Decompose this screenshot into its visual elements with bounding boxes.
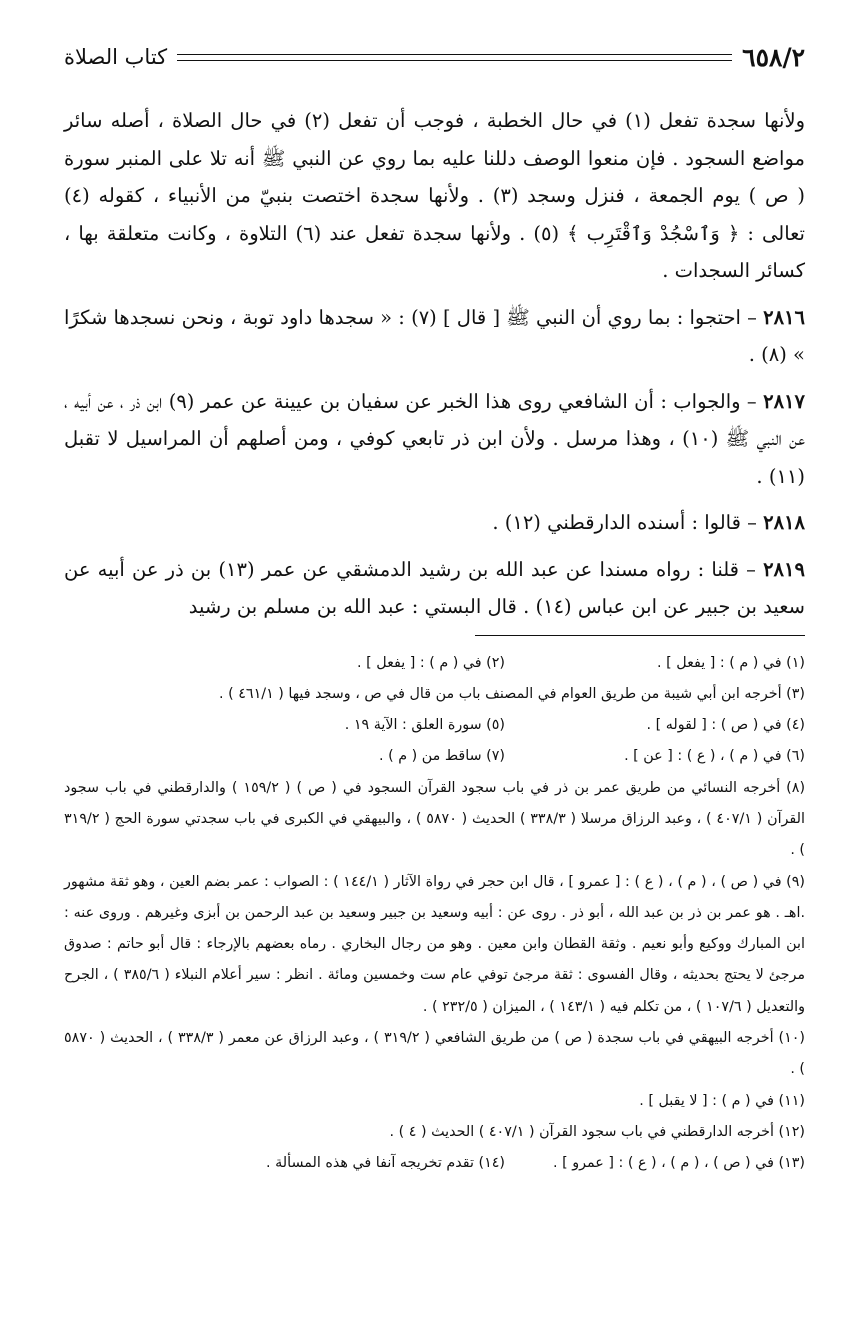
numbered-paragraph bbox=[64, 299, 805, 374]
footnote: (٧) ساقط من ( م ) . bbox=[379, 748, 505, 765]
paragraph: ولأنها سجدة تفعل (١) في حال الخطبة ، فوجب أن تفعل (٢) في حال الصلاة ، أصله سائر مواضع السجود . فإن منعوا الوصف دللنا عليه بما روي عن النبي ﷺ أنه تلا على المنبر سورة ( ص ) يوم الجمعة ، فنزل وسجد (٣) . ولأنها سجدة اختصت بنبيّ من الأنبياء ، كقوله (٤) تعالى : ﴿ وَٱسْجُدْ وَٱقْتَرِب ﴾ (٥) . ولأنها سجدة تفعل عند (٦) التلاوة ، وكانت متعلقة بها ، كسائر السجدات . bbox=[64, 109, 805, 282]
footnote-separator bbox=[475, 635, 805, 636]
book-title: كتاب الصلاة bbox=[64, 45, 168, 69]
paragraph-text: – احتجوا : بما روي أن النبي ﷺ [ قال ] (٧) : « سجدها داود توبة ، ونحن نسجدها شكرًا » (٨) . bbox=[64, 305, 805, 366]
footnote-row bbox=[64, 648, 805, 679]
footnote-row bbox=[64, 1148, 805, 1179]
numbered-paragraph bbox=[64, 551, 805, 626]
footnote: (٣) أخرجه ابن أبي شيبة من طريق العوام في المصنف باب من قال في ص ، وسجد فيها ( ٤٦١/١ ) . bbox=[219, 685, 805, 702]
footnotes bbox=[64, 648, 805, 1180]
footnote: (١٤) تقدم تخريجه آنفا في هذه المسألة . bbox=[266, 1155, 505, 1172]
numbered-paragraph bbox=[64, 383, 805, 496]
footnote: (١٣) في ( ص ) ، ( م ) ، ( ع ) : [ عمرو ] . bbox=[553, 1155, 805, 1172]
numbered-paragraph bbox=[64, 504, 805, 542]
footnote: (٢) في ( م ) : [ يفعل ] . bbox=[357, 654, 505, 671]
issue-number: ٢٨١٦ bbox=[763, 305, 805, 329]
footnote: (٩) في ( ص ) ، ( م ) ، ( ع ) : [ عمرو ] ، قال ابن حجر في رواة الآثار ( ١٤٤/١ ) : الصواب : عمر بضم العين ، وهو ثقة مشهور .اهـ . هو عمر بن ذر بن عبد الله ، أبو ذر . روى عن : أبيه وسعيد بن جبير وسعيد بن عبد الرحمن بن أبزى وغيرهم . وروى عنه : ابن المبارك ووكيع وأبو نعيم . وثقة القطان وابن معين . وهو من رجال البخاري . رماه بعضهم بالإرجاء : قال أبو حاتم : صدوق مرجئ لا يحتج بحديثه ، وقال الفسوى : ثقة مرجئ توفي عام ست وخمسين ومائة . انظر : سير أعلام النبلاء ( ٣٨٥/٦ ) ، الجرح والتعديل ( ١٠٧/٦ ) ، من تكلم فيه ( ١٤٣/١ ) ، الميزان ( ٢٣٢/٥ ) . bbox=[64, 873, 806, 1015]
paragraph-text: – قالوا : أسنده الدارقطني (١٢) . bbox=[492, 511, 764, 534]
footnote-row bbox=[64, 710, 805, 741]
paragraph-text: – قلنا : رواه مسندا عن عبد الله بن رشيد الدمشقي عن عمر (١٣) بن ذر عن أبيه عن سعيد بن جبير عن ابن عباس (١٤) . قال البستي : عبد الله بن مسلم بن رشيد bbox=[64, 557, 805, 618]
footnote-row bbox=[64, 741, 805, 772]
footnote: (١٢) أخرجه الدارقطني في باب سجود القرآن ( ٤٠٧/١ ) الحديث ( ٤ ) . bbox=[389, 1123, 805, 1140]
header-rule bbox=[177, 54, 732, 61]
paragraph-text: – والجواب : أن الشافعي روى هذا الخبر عن سفيان بن عيينة عن عمر (٩) ابن ذر ، عن أبيه ، عن النبي ﷺ (١٠) ، وهذا مرسل . ولأن ابن ذر تابعي كوفي ، ومن أصلهم أن المراسيل لا تقبل (١١) . bbox=[64, 389, 805, 488]
footnote: (٨) أخرجه النسائي من طريق عمر بن ذر في باب سجود القرآن السجود في ( ص ) ( ١٥٩/٢ ) والدارقطني في باب سجود القرآن ( ٤٠٧/١ ) ، وعبد الرزاق مرسلا ( ٣٣٨/٣ ) الحديث ( ٥٨٧٠ ) ، والبيهقي في الكبرى في باب سجدتي سورة الحج ( ٣١٩/٢ ) . bbox=[64, 779, 806, 859]
issue-number: ٢٨١٧ bbox=[763, 389, 805, 413]
footnote: (١١) في ( م ) : [ لا يقبل ] . bbox=[639, 1092, 805, 1109]
footnote: (١٠) أخرجه البيهقي في باب سجدة ( ص ) من طريق الشافعي ( ٣١٩/٢ ) ، وعبد الرزاق عن معمر ( ٣٣٨/٣ ) ، الحديث ( ٥٨٧٠ ) . bbox=[64, 1030, 805, 1078]
footnote: (١) في ( م ) : [ يفعل ] . bbox=[657, 654, 805, 671]
main-text bbox=[64, 102, 805, 626]
running-header bbox=[64, 40, 805, 74]
footnote: (٥) سورة العلق : الآية ١٩ . bbox=[344, 717, 505, 734]
footnote: (٤) في ( ص ) : [ لقوله ] . bbox=[646, 717, 805, 734]
footnote: (٦) في ( م ) ، ( ع ) : [ عن ] . bbox=[624, 748, 805, 765]
issue-number: ٢٨١٩ bbox=[763, 557, 805, 581]
issue-number: ٢٨١٨ bbox=[763, 511, 805, 534]
page-number: ٦٥٨/٢ bbox=[742, 42, 805, 72]
